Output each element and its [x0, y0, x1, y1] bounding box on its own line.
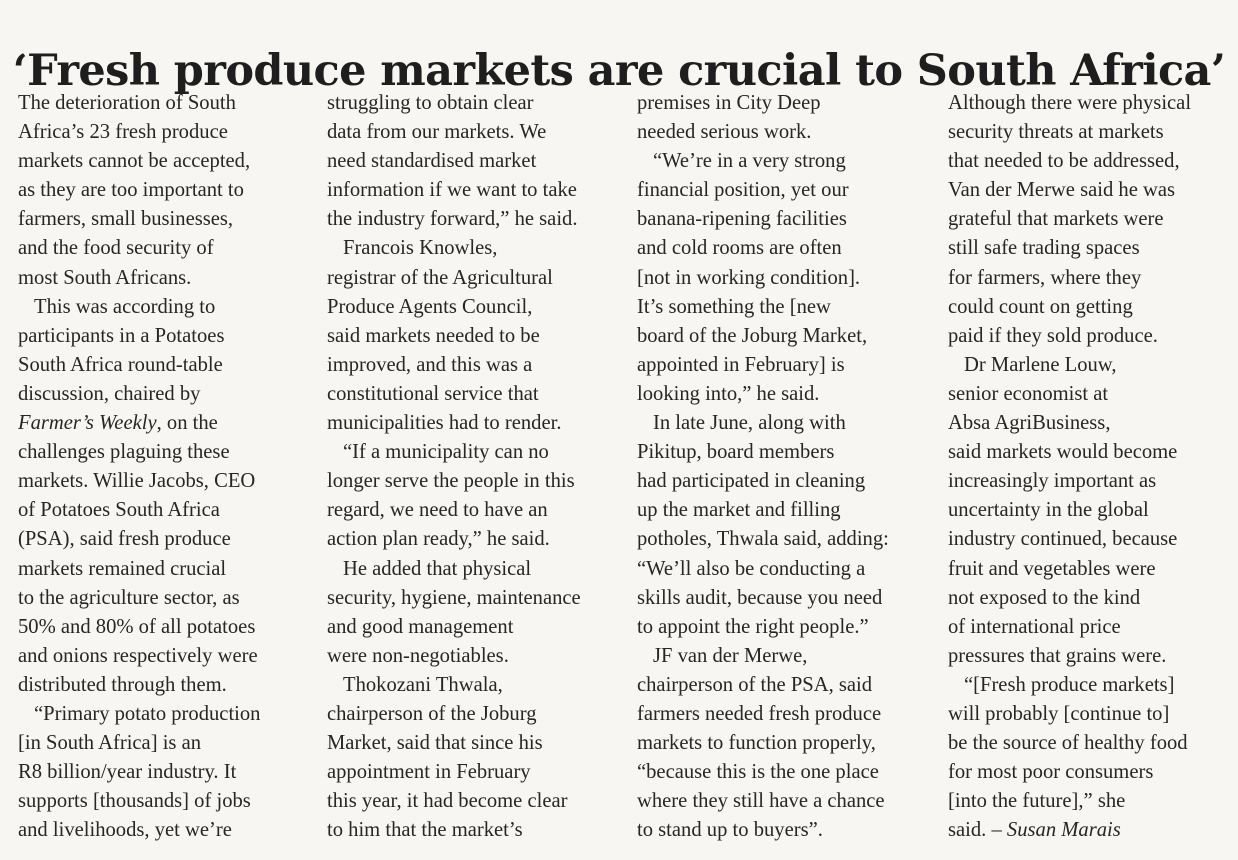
line-text: looking into,” he said.	[637, 382, 820, 405]
article-line	[18, 380, 308, 409]
line-text: said markets needed to be	[327, 324, 540, 347]
article-column-2	[327, 89, 617, 845]
article-line	[18, 438, 308, 467]
article-line	[948, 642, 1233, 671]
line-text: action plan ready,” he said.	[327, 528, 550, 551]
line-text: to him that the market’s	[327, 819, 523, 842]
line-text: skills audit, because you need	[637, 586, 883, 609]
article-line	[637, 89, 927, 118]
article-line	[637, 351, 927, 380]
line-text: longer serve the people in this	[327, 470, 575, 493]
article-line	[327, 322, 617, 351]
article-line	[637, 234, 927, 263]
article-line	[948, 787, 1233, 816]
article-line	[18, 176, 308, 205]
line-text: [in South Africa] is an	[18, 732, 202, 755]
article-line	[327, 351, 617, 380]
line-text: Thokozani Thwala,	[343, 673, 503, 696]
article-line	[948, 205, 1233, 234]
line-text: and good management	[327, 615, 514, 638]
line-text: security, hygiene, maintenance	[327, 586, 581, 609]
line-text: The deterioration of South	[18, 92, 236, 114]
line-text: farmers, small businesses,	[18, 208, 234, 231]
article-line	[637, 613, 927, 642]
line-text: In late June, along with	[653, 412, 846, 435]
line-text: markets to function properly,	[637, 732, 876, 755]
article-line	[327, 642, 617, 671]
line-text: and livelihoods, yet we’re	[18, 819, 232, 842]
line-text: Van der Merwe said he was	[948, 179, 1176, 202]
line-text: “[Fresh produce markets]	[964, 673, 1175, 696]
article-line	[948, 89, 1233, 118]
article-line	[327, 380, 617, 409]
line-text: [into the future],” she	[948, 790, 1126, 813]
article-line	[948, 525, 1233, 554]
article-line	[18, 671, 308, 700]
article-headline: ‘Fresh produce markets are crucial to South Africa’	[12, 45, 1226, 96]
article-line	[18, 700, 308, 729]
line-text: appointed in February] is	[637, 353, 845, 376]
line-text: Dr Marlene Louw,	[964, 353, 1117, 376]
article-line	[18, 525, 308, 554]
article-line	[327, 205, 617, 234]
article-line	[948, 729, 1233, 758]
article-line	[948, 234, 1233, 263]
line-text: “Primary potato production	[34, 702, 261, 725]
line-text: JF van der Merwe,	[653, 644, 808, 667]
article-line	[18, 729, 308, 758]
article-line	[637, 293, 927, 322]
article-line	[327, 700, 617, 729]
article-line	[948, 467, 1233, 496]
line-text: registrar of the Agricultural	[327, 266, 553, 289]
article-line	[637, 671, 927, 700]
line-text: and onions respectively were	[18, 644, 258, 667]
line-text: uncertainty in the global	[948, 499, 1149, 522]
line-text: “We’re in a very strong	[653, 150, 846, 173]
line-text: Although there were physical	[948, 92, 1192, 114]
line-text: discussion, chaired by	[18, 382, 201, 405]
article-line	[637, 758, 927, 787]
article-line	[948, 555, 1233, 584]
article-line	[637, 264, 927, 293]
line-text: financial position, yet our	[637, 179, 849, 202]
line-text: to appoint the right people.”	[637, 615, 869, 638]
article-line	[948, 351, 1233, 380]
article-column-3	[637, 89, 927, 845]
article-line	[18, 758, 308, 787]
line-text: said markets would become	[948, 441, 1178, 464]
line-text: challenges plaguing these	[18, 441, 230, 464]
article-line	[327, 584, 617, 613]
line-text: markets. Willie Jacobs, CEO	[18, 470, 256, 493]
article-line	[327, 293, 617, 322]
article-line	[948, 264, 1233, 293]
article-line	[327, 787, 617, 816]
line-text: “If a municipality can no	[343, 441, 549, 464]
line-text: for most poor consumers	[948, 761, 1154, 784]
line-text: He added that physical	[343, 557, 532, 580]
article-line	[18, 467, 308, 496]
line-text: [not in working condition].	[637, 266, 861, 289]
line-text: appointment in February	[327, 761, 531, 784]
article-line	[637, 147, 927, 176]
line-text: industry continued, because	[948, 528, 1178, 551]
article-line	[948, 147, 1233, 176]
line-text: potholes, Thwala said, adding:	[637, 528, 889, 551]
article-line	[18, 555, 308, 584]
line-text: paid if they sold produce.	[948, 324, 1158, 347]
article-line	[948, 438, 1233, 467]
article-line	[18, 496, 308, 525]
article-line	[948, 671, 1233, 700]
article-line	[948, 293, 1233, 322]
line-text: security threats at markets	[948, 121, 1164, 144]
article-column-4	[948, 89, 1233, 845]
article-line	[327, 89, 617, 118]
line-text: Absa AgriBusiness,	[948, 412, 1111, 435]
line-text: where they still have a chance	[637, 790, 885, 813]
line-text: markets remained crucial	[18, 557, 227, 580]
line-text: premises in City Deep	[637, 92, 821, 114]
line-text: needed serious work.	[637, 121, 812, 144]
line-text: board of the Joburg Market,	[637, 324, 868, 347]
line-text: (PSA), said fresh produce	[18, 528, 231, 551]
article-line	[637, 176, 927, 205]
line-text: need standardised market	[327, 150, 537, 173]
article-line	[948, 176, 1233, 205]
article-line	[948, 700, 1233, 729]
line-text: municipalities had to render.	[327, 412, 562, 435]
line-text: chairperson of the PSA, said	[637, 673, 873, 696]
line-text: participants in a Potatoes	[18, 324, 225, 347]
article-line	[637, 816, 927, 845]
article-line	[327, 671, 617, 700]
line-text: be the source of healthy food	[948, 732, 1188, 755]
article-line	[637, 467, 927, 496]
article-line	[637, 118, 927, 147]
article-line	[18, 264, 308, 293]
article-line	[948, 409, 1233, 438]
article-line	[637, 525, 927, 554]
line-text: improved, and this was a	[327, 353, 533, 376]
article-line	[18, 147, 308, 176]
article-line	[18, 613, 308, 642]
line-text: Produce Agents Council,	[327, 295, 533, 318]
line-text: to stand up to buyers”.	[637, 819, 823, 842]
line-text: Pikitup, board members	[637, 441, 835, 464]
line-text: farmers needed fresh produce	[637, 702, 882, 725]
article-line	[637, 438, 927, 467]
line-text: had participated in cleaning	[637, 470, 866, 493]
article-line	[948, 496, 1233, 525]
article-line	[18, 642, 308, 671]
article-line	[327, 758, 617, 787]
line-text: not exposed to the kind	[948, 586, 1141, 609]
article-line	[327, 496, 617, 525]
article-line	[18, 234, 308, 263]
line-text: for farmers, where they	[948, 266, 1142, 289]
line-text: pressures that grains were.	[948, 644, 1167, 667]
line-text: senior economist at	[948, 382, 1109, 405]
line-text: “because this is the one place	[637, 761, 879, 784]
article-line	[327, 409, 617, 438]
line-text: increasingly important as	[948, 470, 1157, 493]
line-text: struggling to obtain clear	[327, 92, 534, 114]
line-text: information if we want to take	[327, 179, 577, 202]
author-byline: Susan Marais	[1006, 819, 1121, 842]
line-text: constitutional service that	[327, 382, 539, 405]
line-text: this year, it had become clear	[327, 790, 568, 813]
article-line	[18, 409, 308, 438]
line-text: “We’ll also be conducting a	[637, 557, 866, 580]
article-line	[637, 787, 927, 816]
article-line	[18, 205, 308, 234]
line-text: fruit and vegetables were	[948, 557, 1156, 580]
line-text: and cold rooms are often	[637, 237, 842, 260]
article-line	[948, 118, 1233, 147]
line-text: could count on getting	[948, 295, 1133, 318]
line-text: Africa’s 23 fresh produce	[18, 121, 228, 144]
article-line	[18, 787, 308, 816]
line-text: were non-negotiables.	[327, 644, 509, 667]
article-line	[948, 816, 1233, 845]
article-line	[327, 118, 617, 147]
article-line	[637, 496, 927, 525]
line-text: the industry forward,” he said.	[327, 208, 578, 231]
publication-name: Farmer’s Weekly	[18, 412, 157, 435]
article-line	[327, 816, 617, 845]
line-text: of Potatoes South Africa	[18, 499, 220, 522]
article-line	[327, 613, 617, 642]
article-line	[948, 584, 1233, 613]
article-line	[18, 293, 308, 322]
article-line	[18, 584, 308, 613]
article-line	[18, 322, 308, 351]
line-text: Market, said that since his	[327, 732, 543, 755]
line-text: said. –	[948, 819, 1007, 842]
article-line	[948, 322, 1233, 351]
article-line	[637, 205, 927, 234]
line-text: still safe trading spaces	[948, 237, 1140, 260]
line-text: R8 billion/year industry. It	[18, 761, 237, 784]
line-text: to the agriculture sector, as	[18, 586, 240, 609]
line-text: chairperson of the Joburg	[327, 702, 537, 725]
article-line	[637, 700, 927, 729]
article-line	[18, 816, 308, 845]
line-text: grateful that markets were	[948, 208, 1164, 231]
line-text: distributed through them.	[18, 673, 227, 696]
line-text: of international price	[948, 615, 1121, 638]
line-text: that needed to be addressed,	[948, 150, 1180, 173]
article-line	[327, 525, 617, 554]
line-text: and the food security of	[18, 237, 214, 260]
article-line	[327, 438, 617, 467]
line-text: banana-ripening facilities	[637, 208, 847, 231]
line-text: South Africa round-table	[18, 353, 223, 376]
line-text-tail: , on the	[156, 412, 218, 435]
article-line	[327, 264, 617, 293]
article-line	[327, 147, 617, 176]
line-text: as they are too important to	[18, 179, 244, 202]
line-text: Francois Knowles,	[343, 237, 498, 260]
article-column-1	[18, 89, 308, 845]
article-line	[327, 176, 617, 205]
article-line	[637, 409, 927, 438]
line-text: regard, we need to have an	[327, 499, 548, 522]
article-line	[948, 758, 1233, 787]
article-line	[948, 613, 1233, 642]
article-line	[18, 118, 308, 147]
article-line	[327, 555, 617, 584]
line-text: up the market and filling	[637, 499, 841, 522]
article-line	[637, 380, 927, 409]
line-text: It’s something the [new	[637, 295, 831, 318]
article-line	[637, 322, 927, 351]
article-line	[637, 555, 927, 584]
line-text: data from our markets. We	[327, 121, 547, 144]
line-text: This was according to	[34, 295, 216, 318]
article-line	[18, 89, 308, 118]
article-line	[948, 380, 1233, 409]
article-line	[18, 351, 308, 380]
line-text: markets cannot be accepted,	[18, 150, 251, 173]
article-line	[327, 729, 617, 758]
article-line	[327, 234, 617, 263]
article-line	[637, 729, 927, 758]
article-line	[327, 467, 617, 496]
article-line	[637, 584, 927, 613]
line-text: 50% and 80% of all potatoes	[18, 615, 256, 638]
line-text: most South Africans.	[18, 266, 192, 289]
line-text: will probably [continue to]	[948, 702, 1170, 725]
line-text: supports [thousands] of jobs	[18, 790, 251, 813]
article-line	[637, 642, 927, 671]
